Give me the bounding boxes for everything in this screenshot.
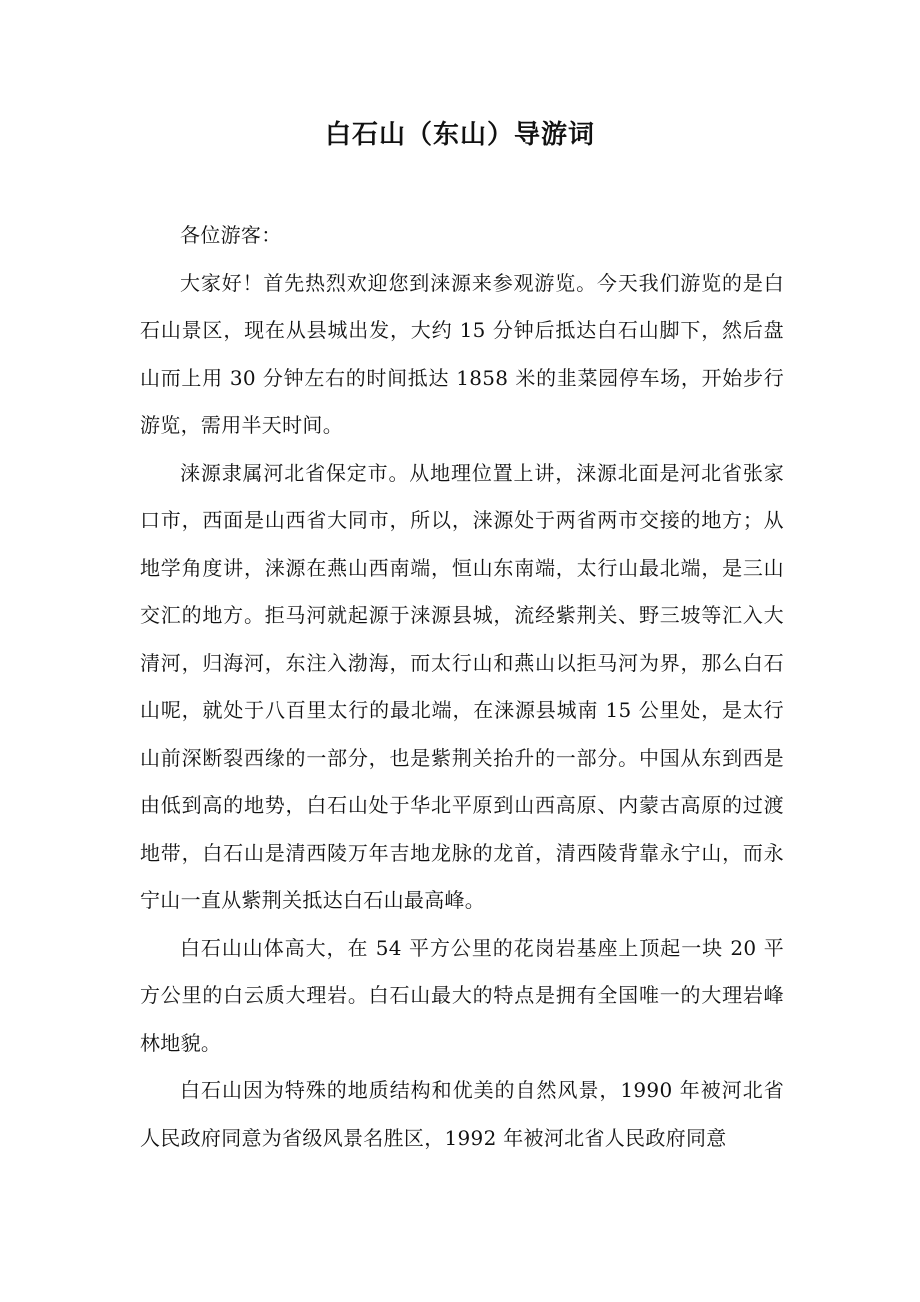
paragraph-geography: 涞源隶属河北省保定市。从地理位置上讲，涞源北面是河北省张家口市，西面是山西省大同市，所以，涞源处于两省两市交接的地方；从地学角度讲，涞源在燕山西南端，恒山东南端，太行山最北端，是三山交汇的地方。拒马河就起源于涞源县城，流经紫荆关、野三坡等汇入大清河，归海河，东注入渤海，而太行山和燕山以拒马河为界，那么白石山呢，就处于八百里太行的最北端，在涞源县城南 15 公里处，是太行山前深断裂西缘的一部分，也是紫荆关抬升的一部分。中国从东到西是由低到高的地势，白石山处于华北平原到山西高原、内蒙古高原的过渡地带，白石山是清西陵万年吉地龙脉的龙首，清西陵背靠永宁山，而永宁山一直从紫荆关抵达白石山最高峰。: [140, 460, 784, 912]
paragraph-history: 白石山因为特殊的地质结构和优美的自然风景，1990 年被河北省人民政府同意为省级风景名胜区，1992 年被河北省人民政府同意: [140, 1078, 784, 1150]
document-body: [140, 212, 784, 1162]
paragraph-welcome: 大家好！首先热烈欢迎您到涞源来参观游览。今天我们游览的是白石山景区，现在从县城出发，大约 15 分钟后抵达白石山脚下，然后盘山而上用 30 分钟左右的时间抵达 1858 米的韭菜园停车场，开始步行游览，需用半天时间。: [140, 270, 784, 437]
greeting-paragraph: 各位游客：: [180, 223, 282, 247]
paragraph-mountain-features: 白石山山体高大，在 54 平方公里的花岗岩基座上顶起一块 20 平方公里的白云质大理岩。白石山最大的特点是拥有全国唯一的大理岩峰林地貌。: [140, 935, 784, 1055]
document-title: 白石山（东山）导游词: [324, 120, 595, 150]
